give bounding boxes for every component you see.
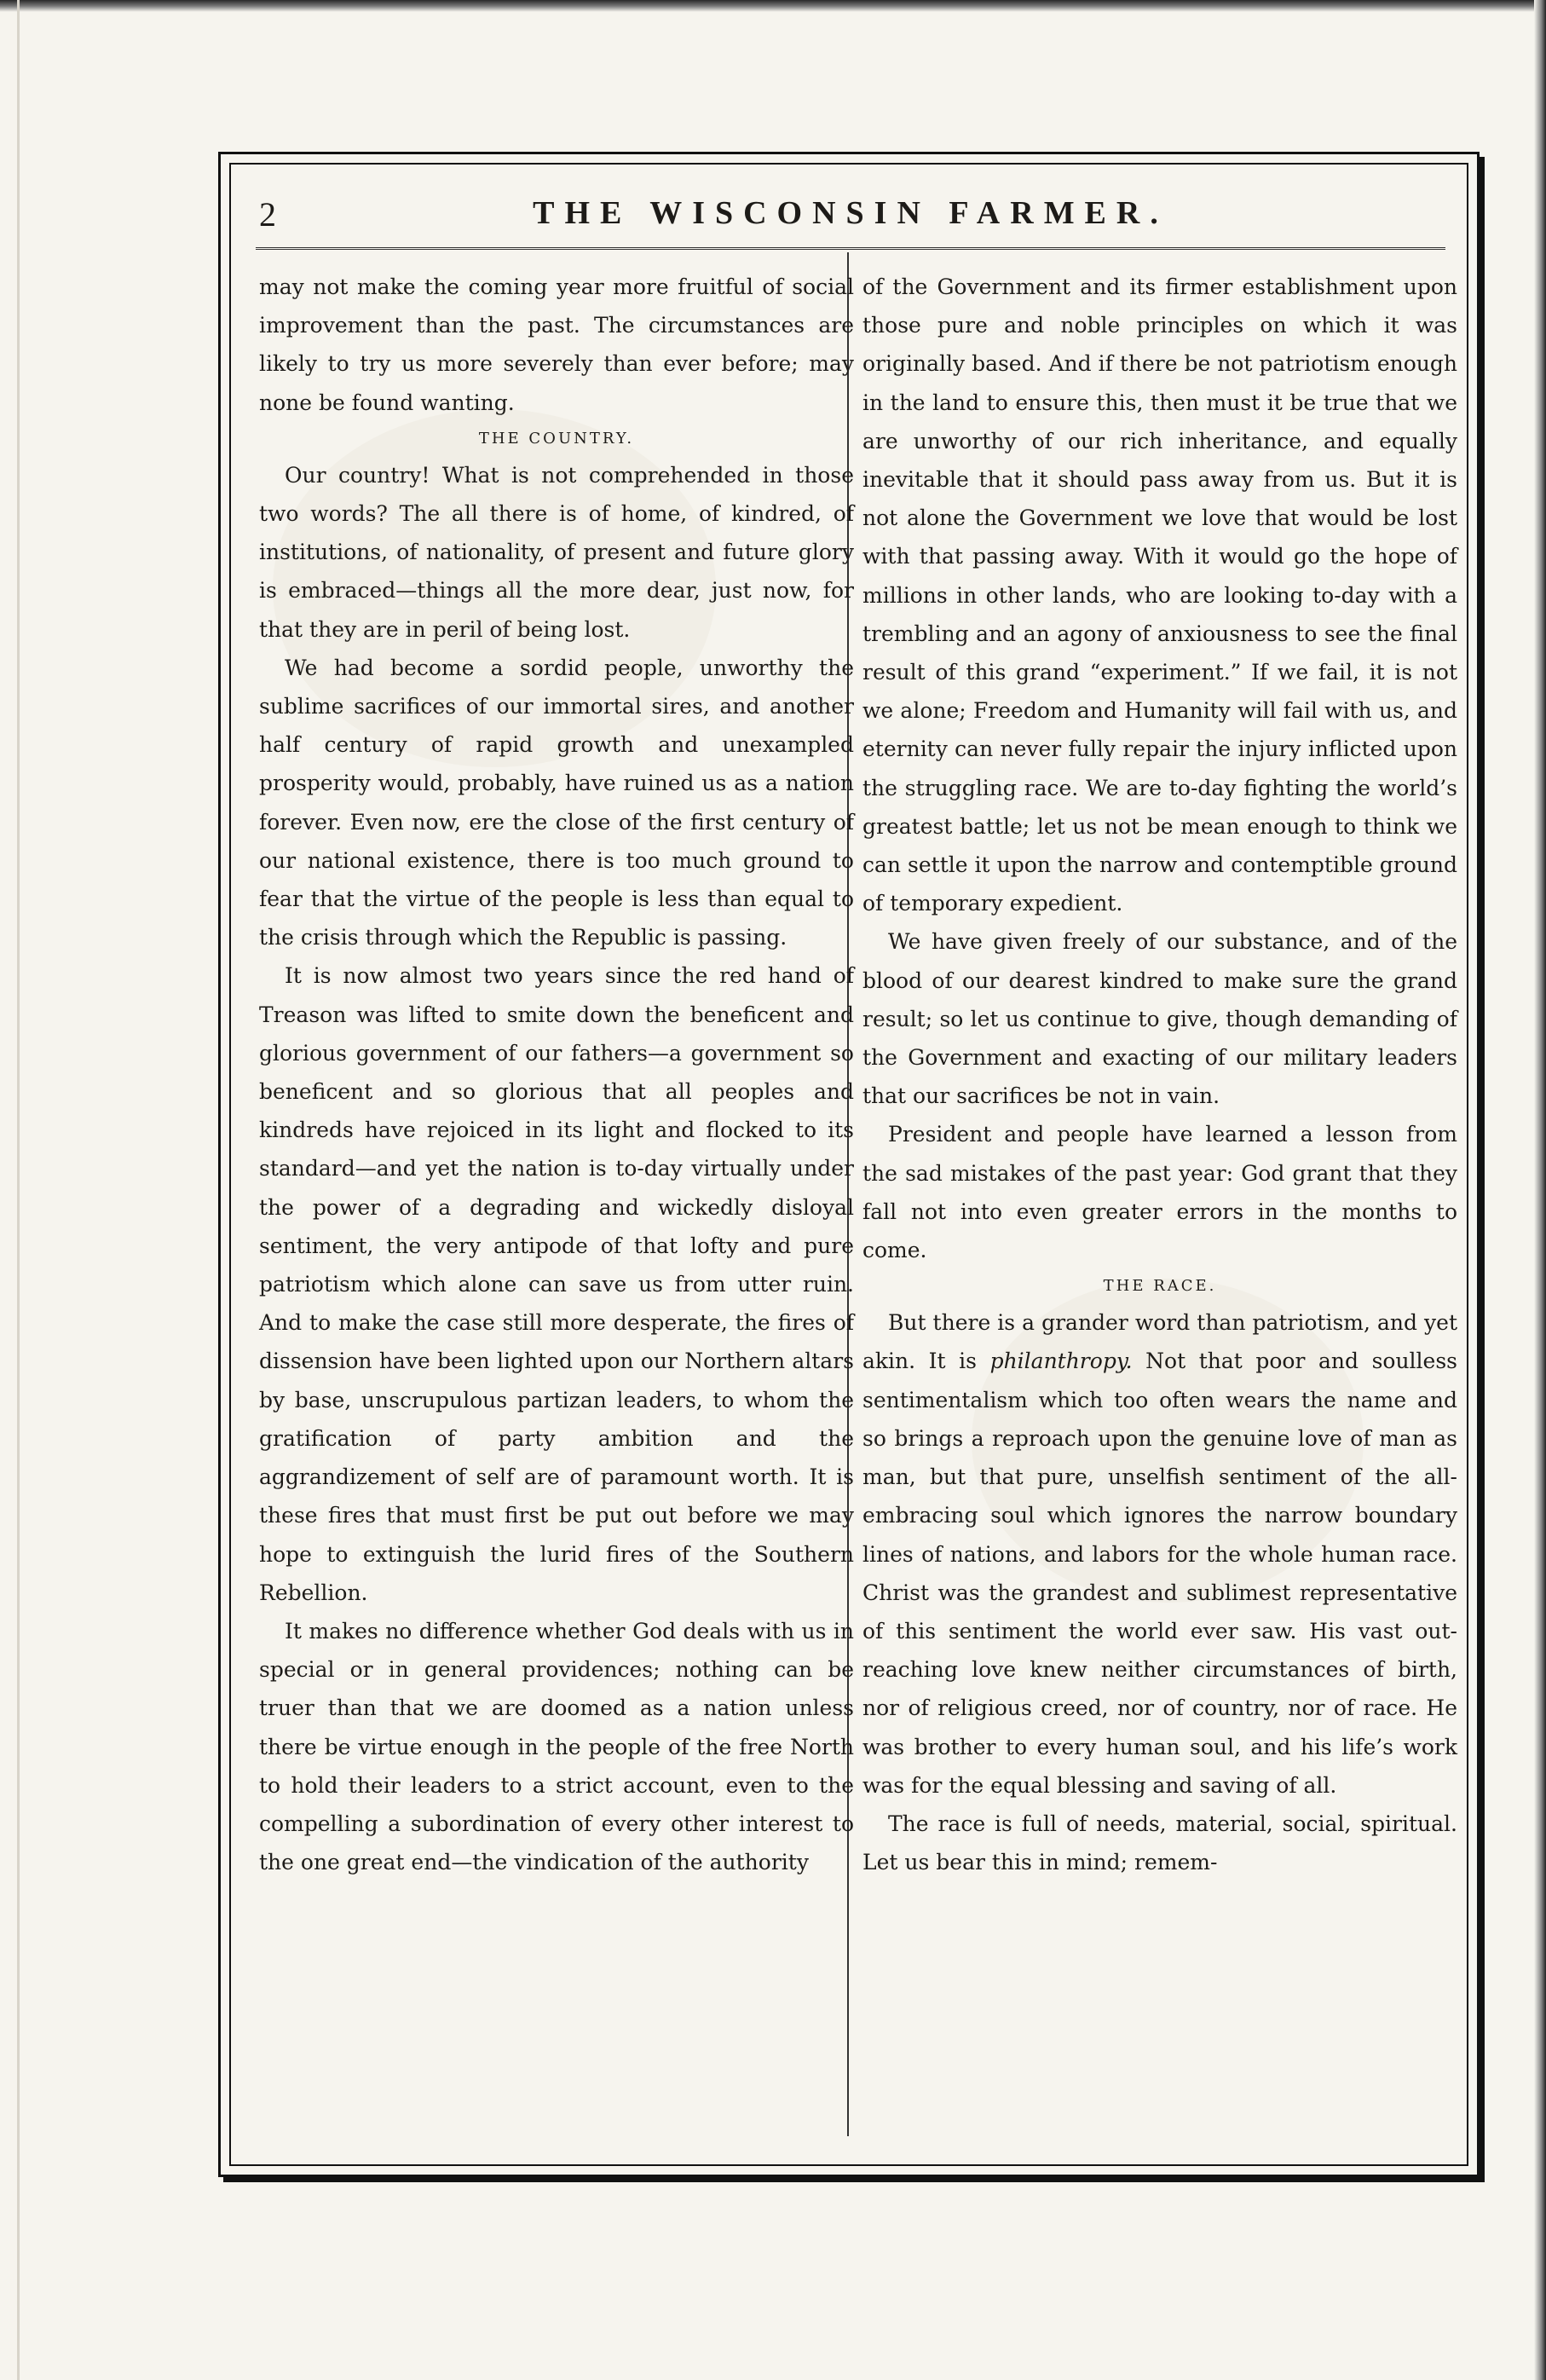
paragraph: We had become a sordid people, unworthy the sublime sacrifices of our immortal sires, and another half century of rapid growth and unexampled prosperity would, probably, have ruined us as a nation forever. Even now, ere the close of the first century of our national existence, there is too much ground to fear that the virtue of the people is less than equal to the crisis through which the Republic is passing. <box>259 655 854 950</box>
paragraph: may not make the coming year more fruitful of social improvement than the past. The circumstances are likely to try us more severely than ever before; may none be found wanting. <box>259 274 854 415</box>
paragraph: It is now almost two years since the red hand of Treason was lifted to smite down the beneficent and glorious government of our fathers—a government so beneficent and so glorious that all peoples and kindreds have rejoiced in its light and flocked to its standard—and yet the nation is to-day virtually under the power of a degrading and wickedly disloyal sentiment, the very antipode of that lofty and pure patriotism which alone can save us from utter ruin. And to make the case still more desperate, the fires of dissension have been lighted upon our Northern altars by base, unscrupulous partizan leaders, to whom the gratification of party ambition and the aggrandizement of self are of paramount worth. It is these fires that must first be put out before we may hope to extinguish the lurid fires of the Southern Rebellion. <box>259 963 854 1605</box>
paragraph: It makes no difference whether God deals with us in special or in general providences; nothing can be truer than that we are doomed as a nation unless there be virtue enough in the people of the free North to hold their leaders to a strict account, even to the compelling a subordination of every other interest to the one great end—the vindication of the authority <box>259 1618 854 1875</box>
page-header <box>256 189 1445 240</box>
page-margin-line <box>17 0 20 2380</box>
paragraph: of the Government and its firmer establishment upon those pure and noble principles on which it was originally based. And if there be not patriotism enough in the land to ensure this, then must it be true that we are unworthy of our rich inheritance, and equally inevitable that it should pass away from us. But it is not alone the Government we love that would be lost with that passing away. With it would go the hope of millions in other lands, who are looking to-day with a trembling and an agony of anxiousness to see the final result of this grand “experiment.” If we fail, it is not we alone; Freedom and Humanity will fail with us, and eternity can never fully repair the injury inflicted upon the struggling race. We are to-day fighting the world’s greatest battle; let us not be mean enough to think we can settle it upon the narrow and contemptible ground of temporary expedient. <box>862 274 1457 916</box>
paragraph: The race is full of needs, material, social, spiritual. Let us bear this in mind; remem- <box>862 1811 1457 1875</box>
paragraph <box>862 1303 1457 1805</box>
page-edge-shadow <box>0 0 1546 12</box>
paragraph: Our country! What is not comprehended in those two words? The all there is of home, of kindred, of institutions, of nationality, of present and future glory is embraced—things all the more dear, just now, for that they are in peril of being lost. <box>259 462 854 642</box>
right-column <box>862 268 1457 2126</box>
paragraph-text: But there is a grander word than patriotism, and yet akin. It is <box>862 1310 1457 1374</box>
paragraph: We have given freely of our substance, and of the blood of our dearest kindred to make sure the grand result; so let us continue to give, though demanding of the Government and exacting of our military leaders that our sacrifices be not in vain. <box>862 929 1457 1109</box>
header-rule <box>256 247 1445 250</box>
page-number: 2 <box>259 195 276 234</box>
paragraph-text: Not that poor and soulless sentimentalism which too often wears the name and so brings a reproach upon the genuine love of man as man, but that pure, unselfish sentiment of the all-embracing soul which ignores the narrow boundary lines of nations, and labors for the whole human race. Christ was the grandest and sublimest representative of this sentiment the world ever saw. His vast out-reaching love knew neither circumstances of birth, nor of religious creed, nor of country, nor of race. He was brother to every human soul, and his life’s work was for the equal blessing and saving of all. <box>862 1349 1457 1798</box>
section-heading-race: THE RACE. <box>1103 1277 1217 1296</box>
paragraph: President and people have learned a lesson from the sad mistakes of the past year: God grant that they fall not into even greater errors in the months to come. <box>862 1122 1457 1263</box>
section-heading-country: THE COUNTRY. <box>478 429 635 448</box>
emphasized-word: philanthropy. <box>989 1349 1133 1374</box>
masthead-title: THE WISCONSIN FARMER. <box>533 195 1168 231</box>
left-column <box>259 268 854 2126</box>
page-edge-shadow-right <box>1534 0 1546 2380</box>
